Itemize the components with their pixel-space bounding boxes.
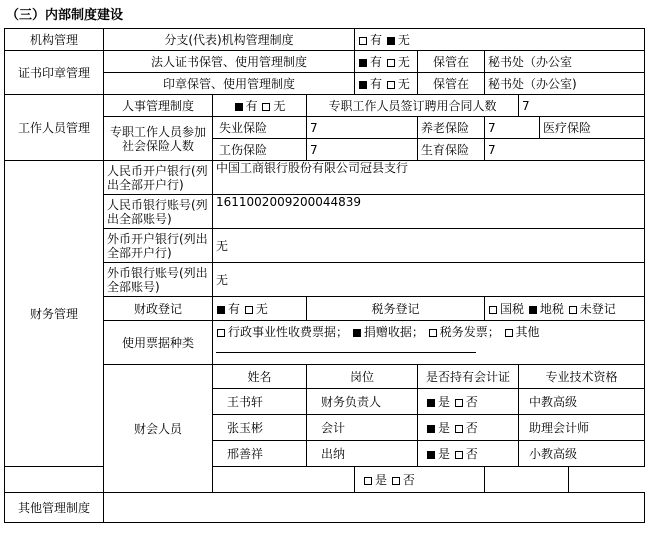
- contract-count-value: 7: [519, 95, 645, 117]
- staff-post: 出纳: [307, 441, 418, 467]
- checkbox[interactable]: [387, 81, 395, 89]
- staff-cert: 是 否: [355, 467, 485, 493]
- col-header-title: 专业技术资格: [519, 365, 645, 389]
- checkbox[interactable]: [505, 329, 513, 337]
- col-header-cert: 是否持有会计证: [418, 365, 519, 389]
- rmb-account-value: 1611002009200044839: [213, 195, 645, 229]
- unemployment-insurance-value: 7: [307, 117, 418, 139]
- checkbox[interactable]: [217, 306, 225, 314]
- fiscal-reg-options: 有 无: [213, 297, 307, 321]
- checkbox[interactable]: [427, 399, 435, 407]
- maternity-insurance-label: 生育保险: [418, 139, 485, 161]
- legal-cert-keep-label: 保管在: [418, 51, 485, 73]
- staff-title: 小教高级: [519, 441, 645, 467]
- staff-title: 助理会计师: [519, 415, 645, 441]
- checkbox[interactable]: [359, 37, 367, 45]
- internal-system-table: [4, 28, 645, 523]
- checkbox[interactable]: [364, 477, 372, 485]
- fiscal-reg-label: 财政登记: [104, 297, 213, 321]
- injury-insurance-label: 工伤保险: [213, 139, 307, 161]
- rmb-bank-value: 中国工商银行股份有限公司冠县支行: [213, 161, 645, 195]
- checkbox[interactable]: [387, 59, 395, 67]
- checkbox[interactable]: [359, 59, 367, 67]
- checkbox[interactable]: [455, 399, 463, 407]
- pension-insurance-label: 养老保险: [418, 117, 485, 139]
- branch-system-options: 有 无: [355, 29, 645, 51]
- personnel-system-label: 人事管理制度: [104, 95, 213, 117]
- receipt-types-label: 使用票据种类: [104, 321, 213, 365]
- staff-title: 中教高级: [519, 389, 645, 415]
- checkbox[interactable]: [235, 103, 243, 111]
- checkbox[interactable]: [262, 103, 270, 111]
- staff-post: 会计: [307, 415, 418, 441]
- table-row: [5, 467, 645, 493]
- legal-cert-options: 有 无: [355, 51, 418, 73]
- cert-seal-label: 证书印章管理: [5, 51, 104, 95]
- col-header-post: 岗位: [307, 365, 418, 389]
- finance-mgmt-label: 财务管理: [5, 161, 104, 467]
- staff-title: [485, 467, 569, 493]
- staff-name: 张玉彬: [213, 415, 307, 441]
- receipt-types-options: 行政事业性收费票据； 捐赠收据； 税务发票； 其他: [213, 321, 645, 365]
- staff-name: 王书轩: [213, 389, 307, 415]
- section-title: （三）内部制度建设: [6, 8, 124, 23]
- staff-post: 财务负责人: [307, 389, 418, 415]
- checkbox[interactable]: [455, 425, 463, 433]
- legal-cert-label: 法人证书保管、使用管理制度: [104, 51, 355, 73]
- other-receipt-blank[interactable]: [216, 340, 476, 353]
- checkbox[interactable]: [427, 451, 435, 459]
- checkbox[interactable]: [429, 329, 437, 337]
- checkbox[interactable]: [489, 306, 497, 314]
- personnel-system-options: 有 无: [213, 95, 307, 117]
- insurance-label: 专职工作人员参加社会保险人数: [104, 117, 213, 161]
- other-system-label: 其他管理制度: [5, 493, 104, 523]
- staff-mgmt-label: 工作人员管理: [5, 95, 104, 161]
- contract-count-label: 专职工作人员签订聘用合同人数: [307, 95, 519, 117]
- other-system-value: [104, 493, 645, 523]
- branch-system-label: 分支(代表)机构管理制度: [104, 29, 355, 51]
- seal-keep-label: 保管在: [418, 73, 485, 95]
- org-mgmt-label: 机构管理: [5, 29, 104, 51]
- tax-reg-label: 税务登记: [307, 297, 485, 321]
- checkbox[interactable]: [387, 37, 395, 45]
- checkbox[interactable]: [529, 306, 537, 314]
- staff-name: 邢善祥: [213, 441, 307, 467]
- seal-keep-place: 秘书处（办公室): [485, 73, 645, 95]
- rmb-bank-label: 人民币开户银行(列出全部开户行): [104, 161, 213, 195]
- checkbox[interactable]: [455, 451, 463, 459]
- pension-insurance-value: 7: [485, 117, 540, 139]
- staff-post: [213, 467, 355, 493]
- checkbox[interactable]: [217, 329, 225, 337]
- staff-cert: 是 否: [418, 441, 519, 467]
- rmb-account-label: 人民币银行账号(列出全部账号): [104, 195, 213, 229]
- fx-account-value: 无: [213, 263, 645, 297]
- checkbox[interactable]: [245, 306, 253, 314]
- seal-label: 印章保管、使用管理制度: [104, 73, 355, 95]
- fx-bank-value: 无: [213, 229, 645, 263]
- legal-cert-keep-place: 秘书处（办公室: [485, 51, 645, 73]
- staff-name: [5, 467, 104, 493]
- fx-bank-label: 外币开户银行(列出全部开户行): [104, 229, 213, 263]
- fx-account-label: 外币银行账号(列出全部账号): [104, 263, 213, 297]
- staff-cert: 是 否: [418, 389, 519, 415]
- injury-insurance-value: 7: [307, 139, 418, 161]
- medical-insurance-label: 医疗保险: [540, 117, 645, 139]
- col-header-name: 姓名: [213, 365, 307, 389]
- checkbox[interactable]: [359, 81, 367, 89]
- checkbox[interactable]: [427, 425, 435, 433]
- accounting-staff-label: 财会人员: [104, 365, 213, 493]
- checkbox[interactable]: [569, 306, 577, 314]
- tax-reg-options: 国税 地税 未登记: [485, 297, 645, 321]
- checkbox[interactable]: [392, 477, 400, 485]
- seal-options: 有 无: [355, 73, 418, 95]
- unemployment-insurance-label: 失业保险: [213, 117, 307, 139]
- maternity-insurance-value: 7: [485, 139, 645, 161]
- checkbox[interactable]: [353, 329, 361, 337]
- staff-cert: 是 否: [418, 415, 519, 441]
